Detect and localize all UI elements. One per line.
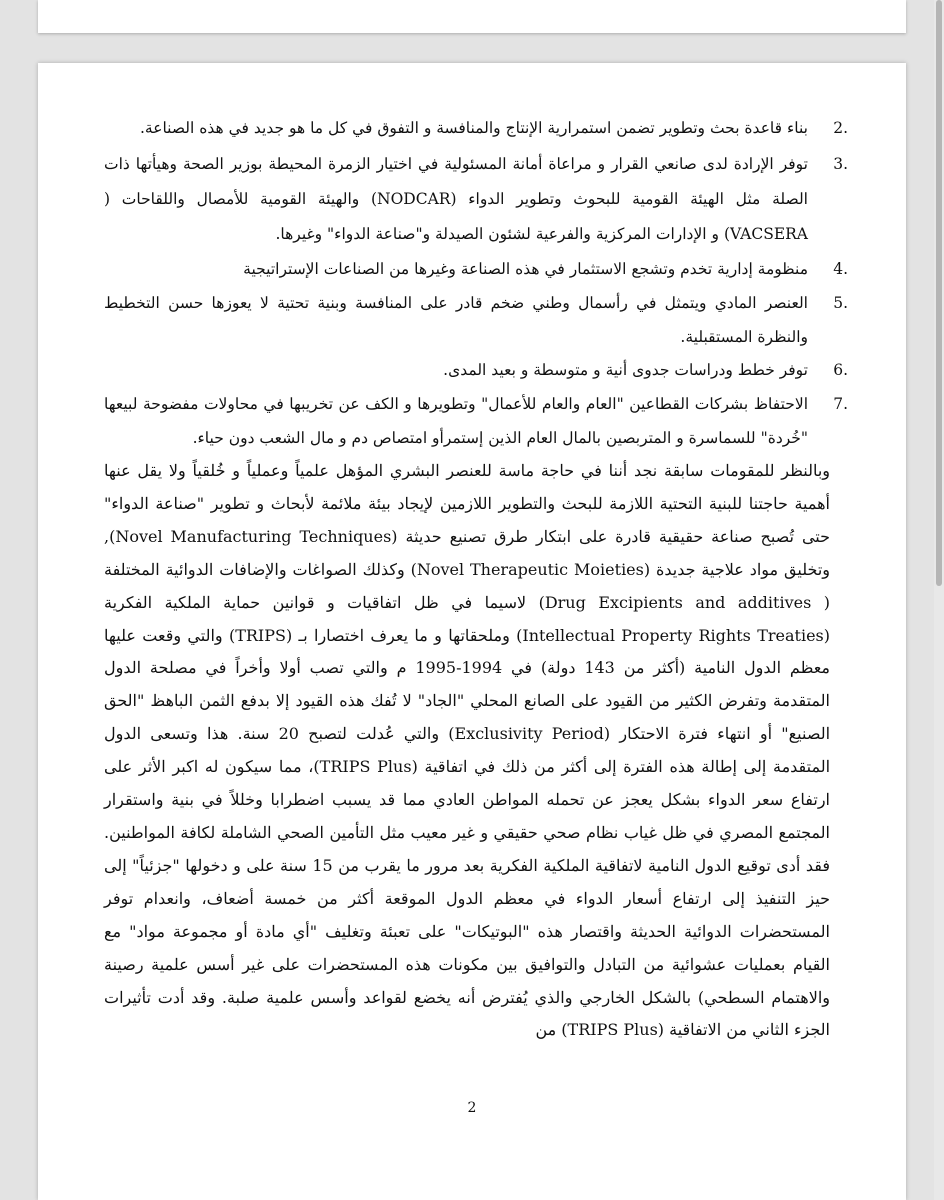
page-number: 2 <box>467 1100 477 1116</box>
list-item <box>104 286 848 354</box>
page-content <box>104 112 848 1047</box>
list-number: 5. <box>833 294 848 312</box>
list-number: 2. <box>833 119 848 137</box>
list-text: منظومة إدارية تخدم وتشجع الاستثمار في هذه الصناعة وغيرها من الصناعات الإستراتيجية <box>243 260 808 278</box>
previous-page-edge <box>38 0 906 33</box>
list-item <box>104 354 848 387</box>
vertical-scrollbar[interactable] <box>934 0 944 1200</box>
list-number: 6. <box>833 361 848 379</box>
scrollbar-thumb[interactable] <box>936 0 942 586</box>
list-number: 3. <box>833 155 848 173</box>
list-item <box>104 253 848 286</box>
list-text: الاحتفاظ بشركات القطاعين "العام والعام للأعمال" وتطويرها و الكف عن تخريبها في محاولات مفضوحة لبيعها "خُردة" للسماسرة و المتربصين بالمال العام الذين إستمرأو امتصاص دم و مال الشعب دون حياء. <box>104 395 808 447</box>
list-number: 4. <box>833 260 848 278</box>
list-text: توفر الإرادة لدى صانعي القرار و مراعاة أمانة المسئولية في اختيار الزمرة المحيطة بوزير الصحة وهيأتها ذات الصلة مثل الهيئة القومية للبحوث وتطوير الدواء (NODCAR) والهيئة القومية للأمصال واللقاحات ( VACSERA) و الإدارات المركزية والفرعية لشئون الصيدلة و"صناعة الدواء" وغيرها. <box>104 155 808 243</box>
list-item <box>104 387 848 455</box>
list-text: توفر خطط ودراسات جدوى أنية و متوسطة و بعيد المدى. <box>443 361 808 379</box>
list-item <box>104 112 848 145</box>
list-item <box>104 147 848 252</box>
list-number: 7. <box>833 395 848 413</box>
list-text: العنصر المادي ويتمثل في رأسمال وطني ضخم قادر على المنافسة وبنية تحتية لا يعوزها حسن التخطيط والنظرة المستقبلية. <box>104 294 808 346</box>
body-paragraph: وبالنظر للمقومات سابقة نجد أننا في حاجة ماسة للعنصر البشري المؤهل علمياً وعملياً و خُلقياً ولا يقل عنها أهمية حاجتنا للبنية التحتية اللازمة للبحث والتطوير اللازمين لإيجاد بيئة ملائمة لأبحاث و تطوير "صناعة الدواء" حتى تُصبح صناعة حقيقية قادرة على ابتكار طرق تصنيع حديثة (Novel Manufacturing Techniques), وتخليق مواد علاجية جديدة (Novel Therapeutic Moieties) وكذلك الصواغات والإضافات الدوائية المختلفة ( Drug Excipients and additives) لاسيما في ظل اتفاقيات و قوانين حماية الملكية الفكرية (Intellectual Property Rights Treaties) وملحقاتها و ما يعرف اختصارا بـ (TRIPS) والتي وقعت عليها معظم الدول النامية (أكثر من 143 دولة) في 1994-1995 م والتي تصب أولا وأخراً في مصلحة الدول المتقدمة وتفرض الكثير من القيود على الصانع المحلي "الجاد" لا تُفك هذه القيود إلا بدفع الثمن الباهظ "الحق الصنيع" أو انتهاء فترة الاحتكار (Exclusivity Period) والتي عُدلت لتصبح 20 سنة. هذا وتسعى الدول المتقدمة إلى إطالة هذه الفترة إلى أكثر من ذلك في اتفاقية (TRIPS Plus)، مما سيكون له اكبر الأثر على ارتفاع سعر الدواء بشكل يعجز عن تحمله المواطن العادي مما قد يسبب اضطرابا وخللاً في بنية واستقرار المجتمع المصري في ظل غياب نظام صحي حقيقي و غير معيب مثل التأمين الصحي الشاملة لكافة المواطنين. فقد أدى توقيع الدول النامية لاتفاقية الملكية الفكرية بعد مرور ما يقرب من 15 سنة على و دخولها "جزئياً" إلى حيز التنفيذ إلى ارتفاع أسعار الدواء في معظم الدول الموقعة أكثر من خمسة أضعاف، وانعدام توفر المستحضرات الدوائية الحديثة واقتصار هذه "البوتيكات" على تعبئة وتغليف "أي مادة أو مجموعة مواد" مع القيام بعمليات عشوائية من التبادل والتوافيق بين مكونات هذه المستحضرات على غير أسس علمية رصينة والاهتمام السطحي) بالشكل الخارجي والذي يُفترض أنه يخضع لقواعد وأسس علمية صلبة. وقد أدت تأثيرات الجزء الثاني من الاتفاقية (TRIPS Plus) من <box>104 461 831 1040</box>
list-text: بناء قاعدة بحث وتطوير تضمن استمرارية الإنتاج والمنافسة و التفوق في كل ما هو جديد في هذه الصناعة. <box>139 119 808 137</box>
